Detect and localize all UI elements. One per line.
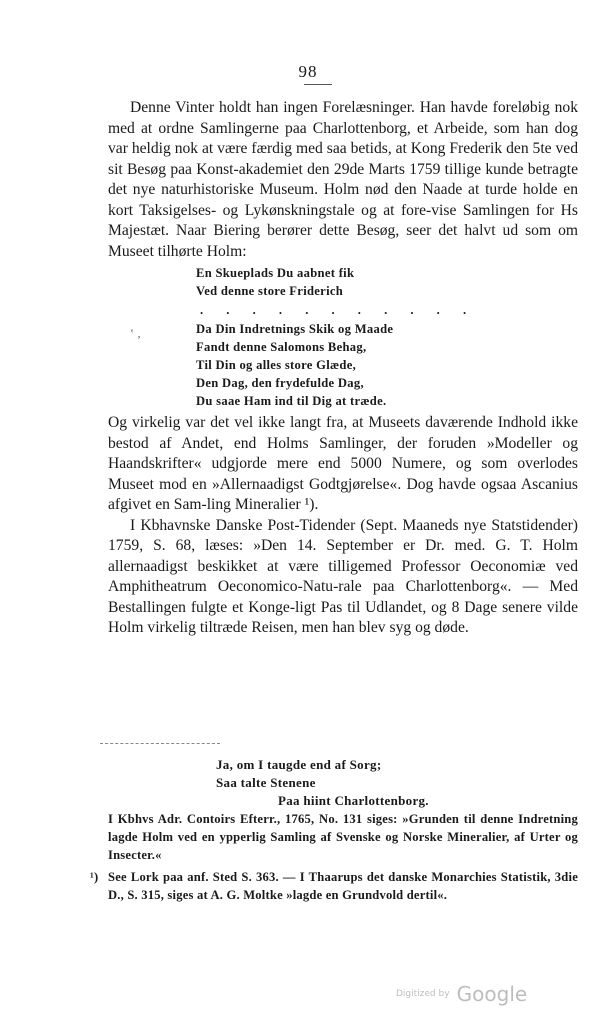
footer-verse — [216, 756, 429, 810]
page-number-underline — [304, 84, 332, 85]
footer-verse-line: Ja, om I taugde end af Sorg; — [216, 757, 382, 772]
paragraph-2: Og virkelig var det vel ikke langt fra, at Museets daværende Indhold ikke bestod af Andet, end Holms Samlinger, der foruden »Modeller og Haandskrifter« udgjorde mere end 5000 Numere, og som overlodes Museet mod en »Allernaadigst Godtgjørelse«. Dog havde ogsaa Ascanius afgivet en Sam-ling Mineralier ¹). — [108, 414, 578, 513]
google-watermark — [396, 982, 527, 1006]
footer-verse-line: Saa talte Stenene — [216, 775, 316, 790]
verse-line: Fandt denne Salomons Behag, — [196, 340, 367, 354]
verse-line: Du saae Ham ind til Dig at træde. — [196, 394, 387, 408]
verse-ellipsis: . . . . . . . . . . . — [200, 303, 477, 317]
verse-line: Da Din Indretnings Skik og Maade — [196, 322, 394, 336]
footnote-marker: ¹) — [90, 870, 99, 884]
note-text: I Kbhvs Adr. Contoirs Efterr., 1765, No. 131 siges: »Grunden til denne Indretning lagde Holm ved en ypperlig Samling af Svenske og Norske Mineralier, af Urter og Insecter.« — [108, 812, 578, 862]
notes-block — [90, 810, 578, 904]
footnote-text: See Lork paa anf. Sted S. 363. — I Thaarups det danske Monarchies Statistik, 3die D., S. 315, siges at A. G. Moltke »lagde en Grundvold dertil«. — [108, 870, 578, 902]
footnote — [90, 868, 578, 904]
watermark-prefix: Digitized by — [396, 989, 450, 999]
margin-mark: ‛ ‚ — [130, 326, 141, 340]
verse-line: Den Dag, den frydefulde Dag, — [196, 376, 364, 390]
page-number: 98 — [298, 62, 318, 81]
paragraph-1: Denne Vinter holdt han ingen Forelæsninger. Han havde foreløbig nok med at ordne Samlingerne paa Charlottenborg, et Arbeide, som han dog var heldig nok at være færdig med saa betids, at Kong Frederik den 5te ved sit Besøg paa Konst-akademiet den 29de Marts 1759 tillige kunde betragte det nye naturhistoriske Museum. Holm nød den Naade at turde holde en kort Taksigelses- og Lykønskningstale og at fore-vise Samlingen for Hs Majestæt. Naar Biering berører dette Besøg, seer det halvt ud som om Museet tilhørte Holm: — [108, 99, 578, 260]
google-logo: Google — [456, 982, 528, 1006]
verse-line: Til Din og alles store Glæde, — [196, 358, 357, 372]
verse-block — [196, 264, 578, 410]
verse-line: Ved denne store Friderich — [196, 284, 344, 298]
body-text — [108, 98, 578, 639]
paragraph-3: I Kbhavnske Danske Post-Tidender (Sept. Maaneds nye Statstidender) 1759, S. 68, læses: »Den 14. September er Dr. med. G. T. Holm allernaadigst beskikket at være tilligemed Professor Oeconomiæ ved Amphitheatrum Oeconomico-Natu-rale paa Charlottenborg«. — Med Bestallingen fulgte et Konge-ligt Pas til Udlandet, og 8 Dage senere vilde Holm virkelig tiltræde Reisen, men han blev syg og døde. — [108, 516, 578, 636]
verse-line: En Skueplads Du aabnet fik — [196, 266, 355, 280]
section-divider — [100, 743, 220, 744]
footer-verse-line: Paa hiint Charlottenborg. — [278, 793, 429, 808]
